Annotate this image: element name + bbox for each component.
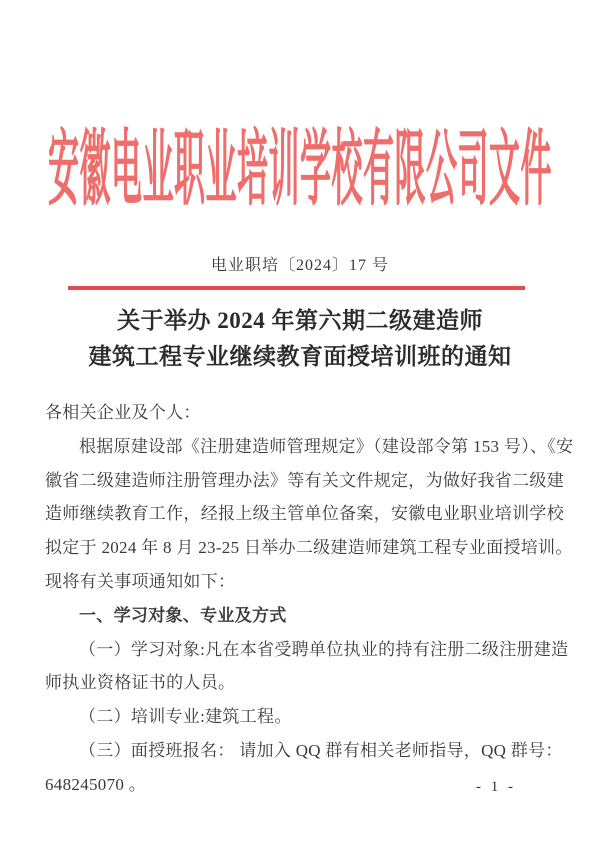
masthead-title: 安徽电业职业培训学校有限公司文件	[48, 122, 552, 216]
body-line: （二）培训专业:建筑工程。	[79, 707, 292, 727]
body-line: （一）学习对象:凡在本省受聘单位执业的持有注册二级注册建造	[79, 639, 569, 659]
body-line: 徽省二级建造师注册管理办法》等有关文件规定，为做好我省二级建	[45, 470, 564, 490]
body-line: 造师继续教育工作，经报上级主管单位备案，安徽电业职业培训学校	[45, 504, 564, 524]
body-line: （三）面授班报名： 请加入 QQ 群有相关老师指导，QQ 群号：	[79, 740, 563, 760]
masthead	[0, 122, 600, 216]
body-line: 各相关企业及个人：	[45, 403, 201, 422]
body-text	[45, 396, 574, 802]
notice-title	[0, 303, 600, 375]
body-line: 拟定于 2024 年 8 月 23-25 日举办二级建造师建筑工程专业面授培训。	[45, 538, 573, 558]
notice-title-line2: 建筑工程专业继续教育面授培训班的通知	[88, 344, 512, 369]
red-separator-rule	[68, 286, 525, 290]
body-line: 648245070 。	[45, 774, 147, 794]
body-line: 现将有关事项通知如下：	[45, 571, 236, 591]
notice-title-line1: 关于举办 2024 年第六期二级建造师	[117, 308, 483, 333]
body-line: 根据原建设部《注册建造师管理规定》（建设部令第 153 号）、《安	[79, 436, 574, 456]
doc-number: 电业职培〔2024〕17 号	[210, 257, 389, 274]
body-line: 师执业资格证书的人员。	[45, 673, 236, 693]
body-line: 一、学习对象、专业及方式	[79, 605, 287, 625]
page-number: - 1 -	[476, 779, 516, 795]
